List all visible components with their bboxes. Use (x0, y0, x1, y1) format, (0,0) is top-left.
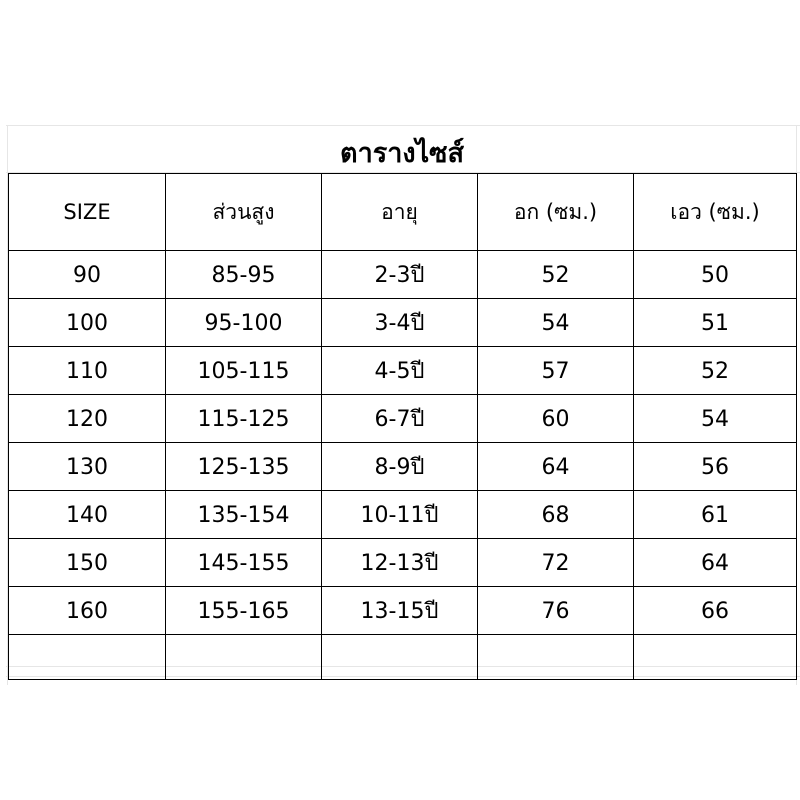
table-row (9, 539, 797, 587)
table-cell[interactable]: 150 (9, 539, 166, 587)
empty-cell[interactable] (478, 635, 634, 680)
table-cell[interactable]: 76 (478, 587, 634, 635)
header-cell[interactable]: SIZE (9, 174, 166, 251)
table-cell[interactable]: 72 (478, 539, 634, 587)
page-title: ตารางไซส์ (340, 138, 464, 169)
table-cell[interactable]: 95-100 (166, 299, 322, 347)
table-cell[interactable]: 145-155 (166, 539, 322, 587)
table-cell[interactable]: 115-125 (166, 395, 322, 443)
grid-line (6, 125, 800, 126)
table-cell[interactable]: 68 (478, 491, 634, 539)
table-cell[interactable]: 52 (634, 347, 797, 395)
table-cell[interactable]: 90 (9, 251, 166, 299)
table-header-row (9, 174, 797, 251)
table-row (9, 299, 797, 347)
table-cell[interactable]: 8-9ปี (322, 443, 478, 491)
table-cell[interactable]: 12-13ปี (322, 539, 478, 587)
table-row (9, 587, 797, 635)
empty-cell[interactable] (166, 635, 322, 680)
table-cell[interactable]: 50 (634, 251, 797, 299)
table-cell[interactable]: 66 (634, 587, 797, 635)
table-cell[interactable]: 130 (9, 443, 166, 491)
size-chart-table (8, 173, 797, 680)
table-row (9, 251, 797, 299)
empty-row (9, 635, 797, 680)
table-cell[interactable]: 56 (634, 443, 797, 491)
table-cell[interactable]: 60 (478, 395, 634, 443)
header-cell[interactable]: อายุ (322, 174, 478, 251)
table-cell[interactable]: 3-4ปี (322, 299, 478, 347)
table-cell[interactable]: 13-15ปี (322, 587, 478, 635)
table-cell[interactable]: 135-154 (166, 491, 322, 539)
table-row (9, 395, 797, 443)
table-row (9, 347, 797, 395)
table-row (9, 491, 797, 539)
table-cell[interactable]: 10-11ปี (322, 491, 478, 539)
table-cell[interactable]: 61 (634, 491, 797, 539)
table-cell[interactable]: 57 (478, 347, 634, 395)
table-cell[interactable]: 100 (9, 299, 166, 347)
table-cell[interactable]: 85-95 (166, 251, 322, 299)
table-cell[interactable]: 2-3ปี (322, 251, 478, 299)
empty-cell[interactable] (634, 635, 797, 680)
table-cell[interactable]: 6-7ปี (322, 395, 478, 443)
table-cell[interactable]: 52 (478, 251, 634, 299)
header-cell[interactable]: อก (ซม.) (478, 174, 634, 251)
table-cell[interactable]: 125-135 (166, 443, 322, 491)
table-cell[interactable]: 140 (9, 491, 166, 539)
table-cell[interactable]: 4-5ปี (322, 347, 478, 395)
table-cell[interactable]: 110 (9, 347, 166, 395)
header-cell[interactable]: ส่วนสูง (166, 174, 322, 251)
table-cell[interactable]: 160 (9, 587, 166, 635)
empty-cell[interactable] (9, 635, 166, 680)
table-cell[interactable]: 64 (478, 443, 634, 491)
table-cell[interactable]: 54 (478, 299, 634, 347)
header-cell[interactable]: เอว (ซม.) (634, 174, 797, 251)
table-cell[interactable]: 64 (634, 539, 797, 587)
empty-cell[interactable] (322, 635, 478, 680)
table-cell[interactable]: 54 (634, 395, 797, 443)
table-cell[interactable]: 51 (634, 299, 797, 347)
table-cell[interactable]: 105-115 (166, 347, 322, 395)
table-cell[interactable]: 155-165 (166, 587, 322, 635)
table-row (9, 443, 797, 491)
table-cell[interactable]: 120 (9, 395, 166, 443)
